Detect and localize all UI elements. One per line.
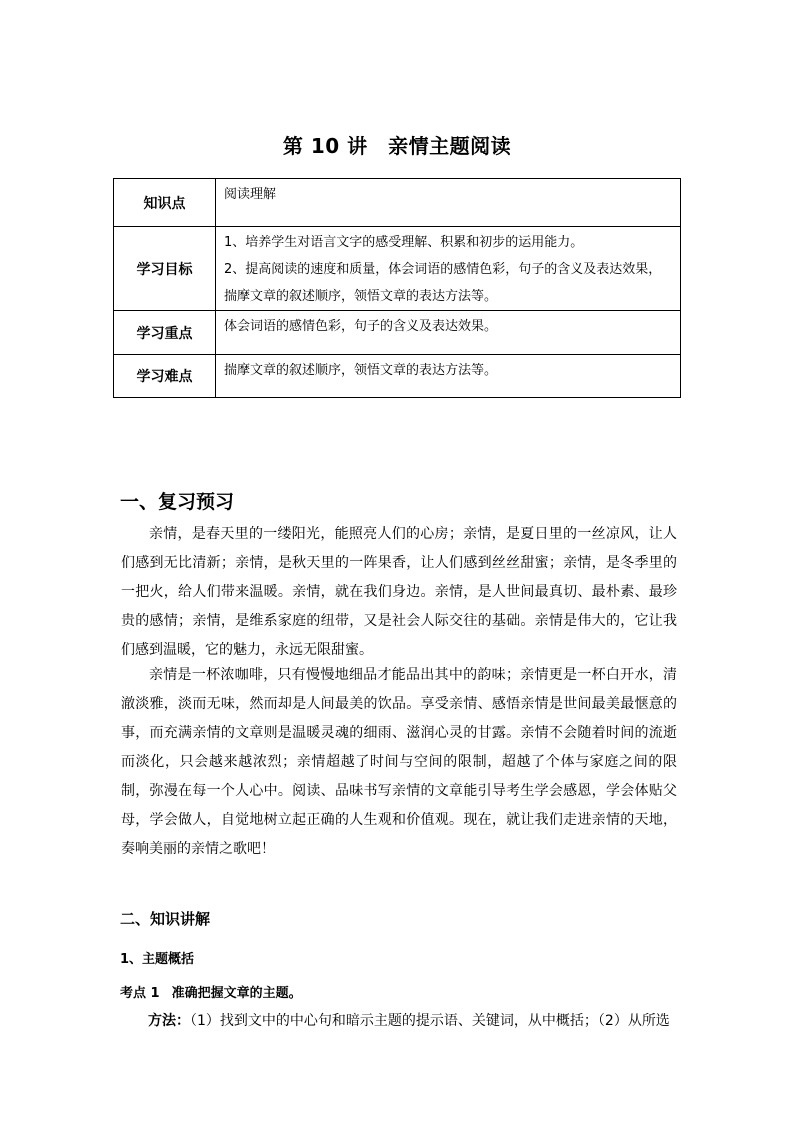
paragraph-text: 亲情是一杯浓咖啡，只有慢慢地细品才能品出其中的韵味；亲情更是一杯白开水，清澈淡雅，淡而无味，然而却是人间最美的饮品。享受亲情、感悟亲情是世间最美最惬意的事，而充满亲情的文章则是温暖灵魂的细雨、滋润心灵的甘露。亲情不会随着时间的流逝而淡化，只会越来越浓烈；亲情超越了时间与空间的限制，超越了个体与家庭之间的限制，弥漫在每一个人心中。阅读、品味书写亲情的文章能引导考生学会感恩，学会体贴父母，学会做人，自觉地树立起正确的人生观和价值观。现在，就让我们走进亲情的天地，奏响美丽的亲情之歌吧！ (121, 667, 677, 857)
row-header: 知识点 (114, 179, 216, 227)
row-header: 学习重点 (114, 311, 216, 355)
exam-point-text: 准确把握文章的主题。 (171, 986, 302, 1001)
section-heading-knowledge: 二、知识讲解 (120, 910, 211, 928)
method-text: （1）找到文中的中心句和暗示主题的提示语、关键词，从中概括；（2）从所选 (190, 1013, 670, 1029)
method-label: 方法： (148, 1013, 190, 1029)
lesson-info-table (113, 178, 681, 398)
row-content (216, 227, 681, 311)
content-line: 揣摩文章的叙述顺序，领悟文章的表达方法等。 (224, 289, 498, 304)
page-title: 第 10 讲 亲情主题阅读 (282, 134, 512, 158)
row-content (216, 355, 681, 398)
content-line: 体会词语的感情色彩，句子的含义及表达效果。 (224, 319, 498, 334)
table-row (114, 311, 681, 355)
content-line: 2、提高阅读的速度和质量，体会词语的感情色彩，句子的含义及表达效果， (224, 262, 662, 277)
subheading-theme: 1、主题概括 (120, 952, 195, 967)
paragraph (121, 520, 677, 665)
row-header: 学习目标 (114, 227, 216, 311)
exam-point-label: 考点 1 (120, 986, 160, 1001)
paragraph (121, 661, 677, 864)
table-row (114, 355, 681, 398)
row-content (216, 311, 681, 355)
table-row (114, 227, 681, 311)
exam-point-heading (120, 982, 302, 1001)
section-heading-review: 一、复习预习 (120, 491, 235, 513)
row-content (216, 179, 681, 227)
row-header: 学习难点 (114, 355, 216, 398)
paragraph-text: 亲情，是春天里的一缕阳光，能照亮人们的心房；亲情，是夏日里的一丝凉风，让人们感到无比清新；亲情，是秋天里的一阵果香，让人们感到丝丝甜蜜；亲情，是冬季里的一把火，给人们带来温暖。亲情，就在我们身边。亲情，是人世间最真切、最朴素、最珍贵的感情；亲情，是维系家庭的纽带，又是社会人际交往的基础。亲情是伟大的，它让我们感到温暖，它的魅力，永远无限甜蜜。 (121, 526, 677, 658)
method-line (148, 1010, 688, 1030)
content-line: 1、培养学生对语言文字的感受理解、积累和初步的运用能力。 (224, 235, 584, 250)
content-line: 阅读理解 (224, 187, 277, 202)
content-line: 揣摩文章的叙述顺序，领悟文章的表达方法等。 (224, 363, 498, 378)
table-row (114, 179, 681, 227)
